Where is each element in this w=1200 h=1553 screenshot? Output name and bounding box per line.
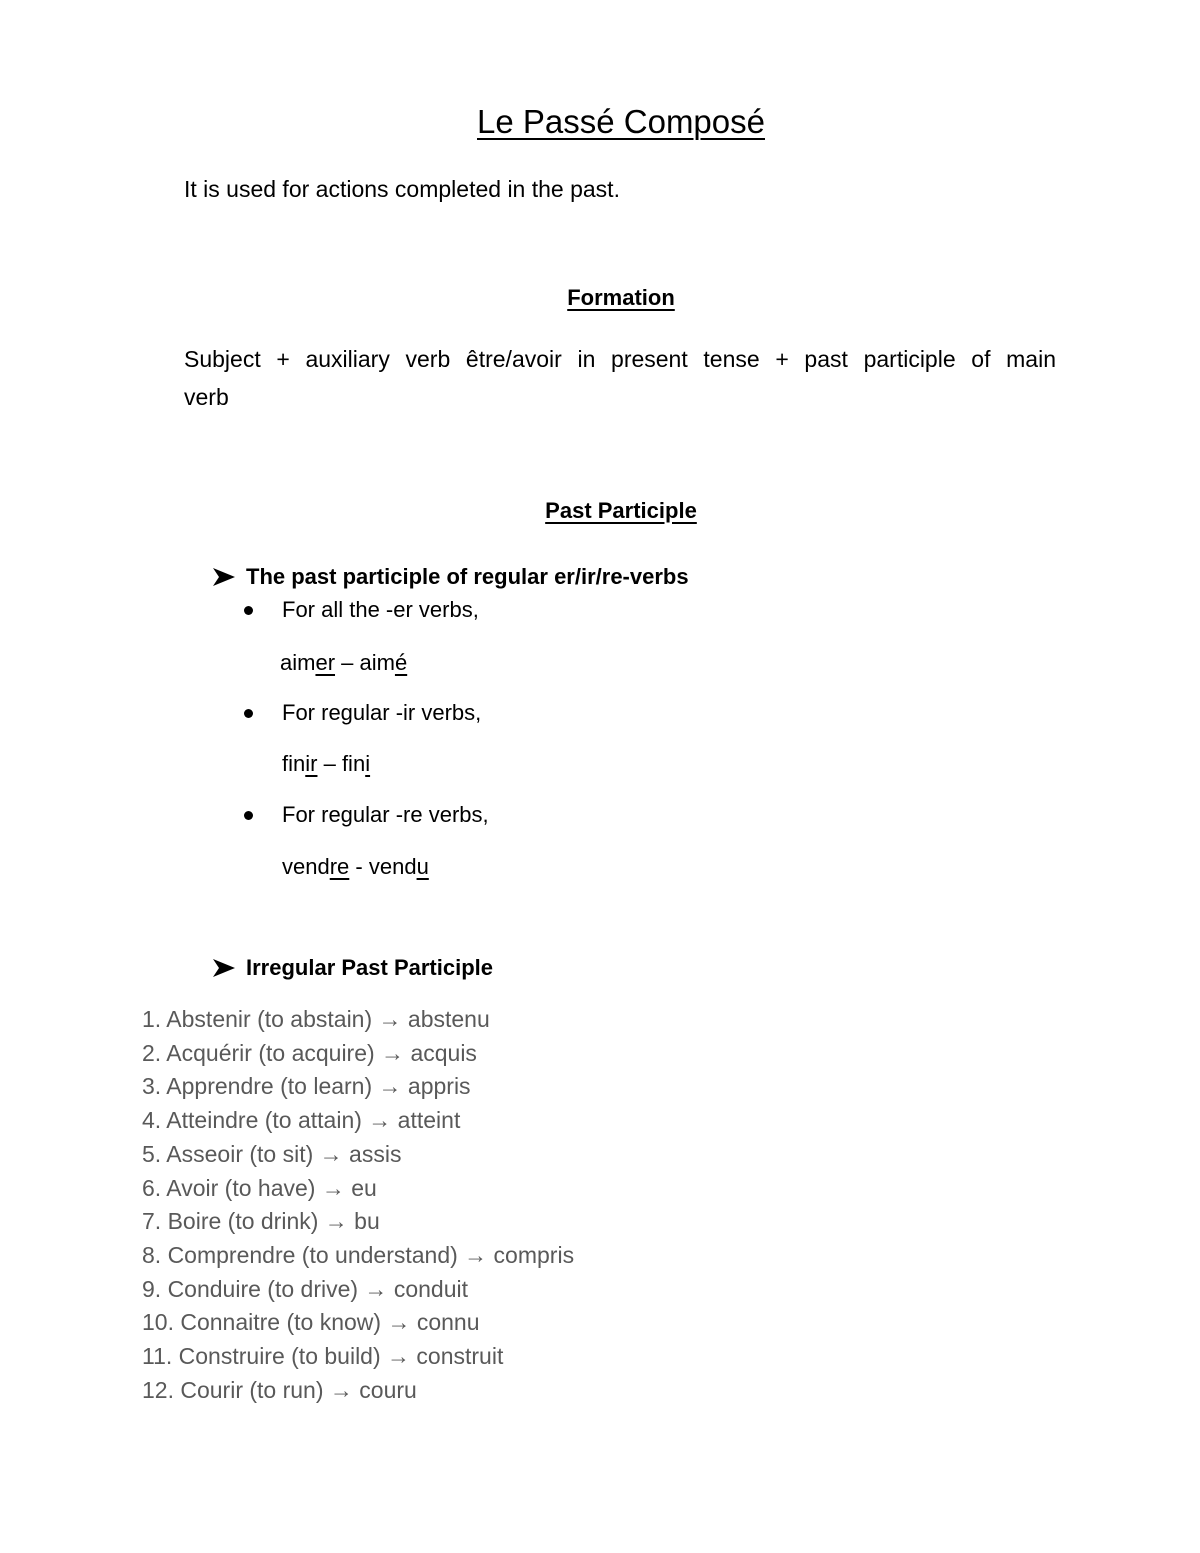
example-stem: vend bbox=[282, 854, 330, 879]
er-verbs-label: For all the -er verbs, bbox=[282, 597, 479, 622]
list-item: 7. Boire (to drink) → bu bbox=[142, 1208, 380, 1235]
list-item bbox=[244, 800, 489, 830]
list-item: 1. Abstenir (to abstain) → abstenu bbox=[142, 1006, 490, 1032]
example-stem: aim bbox=[359, 650, 395, 675]
example-stem: fin bbox=[341, 751, 366, 776]
example-separator: - bbox=[349, 854, 369, 879]
example-ending: ir bbox=[305, 751, 318, 776]
re-verbs-label: For regular -re verbs, bbox=[282, 802, 489, 827]
list-item: 5. Asseoir (to sit) → assis bbox=[142, 1140, 402, 1167]
example-stem: fin bbox=[282, 751, 306, 776]
formation-text bbox=[184, 340, 1056, 416]
irregular-participle-list bbox=[142, 1003, 574, 1407]
formation-heading: Formation bbox=[567, 285, 675, 310]
round-bullet-icon bbox=[244, 709, 253, 718]
list-item bbox=[244, 698, 481, 728]
arrowhead-bullet-icon bbox=[210, 566, 238, 588]
formation-line-1: Subject + auxiliary verb être/avoir in present tense + past participle of main bbox=[184, 346, 1056, 372]
example-stem: vend bbox=[368, 854, 417, 879]
example-ending: u bbox=[416, 854, 429, 879]
regular-verbs-heading: The past participle of regular er/ir/re-verbs bbox=[246, 564, 689, 589]
regular-verbs-section bbox=[210, 562, 689, 592]
example-ending: er bbox=[315, 650, 336, 675]
list-item: 9. Conduire (to drive) → conduit bbox=[142, 1275, 468, 1302]
example-stem: aim bbox=[280, 650, 316, 675]
list-item: 12. Courir (to run) → couru bbox=[142, 1376, 417, 1403]
list-item: 6. Avoir (to have) → eu bbox=[142, 1174, 377, 1201]
list-item: 8. Comprendre (to understand) → compris bbox=[142, 1241, 575, 1268]
irregular-verbs-heading: Irregular Past Participle bbox=[246, 955, 493, 980]
list-item: 11. Construire (to build) → construit bbox=[142, 1343, 504, 1370]
past-participle-heading: Past Participle bbox=[545, 498, 697, 523]
arrowhead-bullet-icon bbox=[210, 957, 238, 979]
page-title: Le Passé Composé bbox=[477, 103, 765, 140]
er-verb-example bbox=[280, 648, 407, 678]
round-bullet-icon bbox=[244, 606, 253, 615]
irregular-verbs-section bbox=[210, 953, 493, 983]
intro-text: It is used for actions completed in the past. bbox=[184, 176, 620, 202]
ir-verb-example bbox=[282, 749, 370, 779]
list-item: 2. Acquérir (to acquire) → acquis bbox=[142, 1039, 477, 1066]
ir-verbs-label: For regular -ir verbs, bbox=[282, 700, 482, 725]
formation-line-2: verb bbox=[184, 384, 229, 410]
example-ending: é bbox=[394, 650, 408, 675]
round-bullet-icon bbox=[244, 811, 253, 820]
re-verb-example bbox=[282, 852, 429, 882]
example-separator: – bbox=[335, 650, 360, 675]
list-item: 10. Connaitre (to know) → connu bbox=[142, 1309, 480, 1336]
list-item: 4. Atteindre (to attain) → atteint bbox=[142, 1107, 461, 1134]
list-item: 3. Apprendre (to learn) → appris bbox=[142, 1073, 471, 1100]
list-item bbox=[244, 595, 479, 625]
example-ending: re bbox=[329, 854, 350, 879]
example-ending: i bbox=[365, 751, 371, 776]
example-separator: – bbox=[317, 751, 342, 776]
